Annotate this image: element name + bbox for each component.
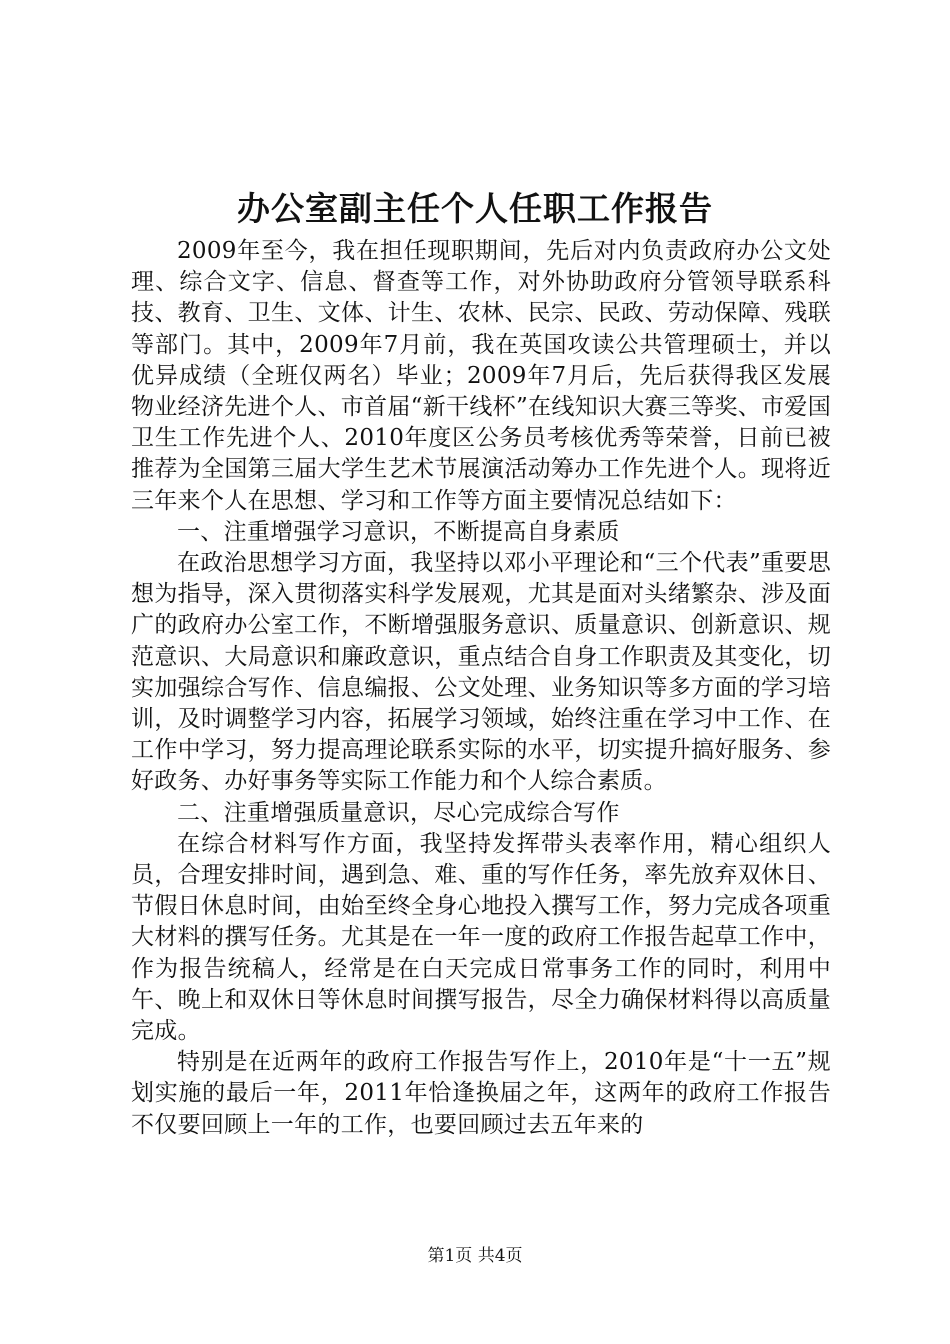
- section-2-paragraph-2: 特别是在近两年的政府工作报告写作上，2010年是“十一五”规划实施的最后一年，2011年恰逢换届之年，这两年的政府工作报告不仅要回顾上一年的工作，也要回顾过去五年来的: [131, 1049, 831, 1138]
- section-2-paragraph-1: 在综合材料写作方面，我坚持发挥带头表率作用，精心组织人员，合理安排时间，遇到急、难、重的写作任务，率先放弃双休日、节假日休息时间，由始至终全身心地投入撰写工作，努力完成各项重大材料的撰写任务。尤其是在一年一度的政府工作报告起草工作中，作为报告统稿人，经常是在白天完成日常事务工作的同时，利用中午、晚上和双休日等休息时间撰写报告，尽全力确保材料得以高质量完成。: [131, 830, 831, 1045]
- page-number-footer: 第1页 共4页: [427, 1246, 523, 1266]
- section-heading-2: 二、注重增强质量意识，尽心完成综合写作: [177, 799, 620, 826]
- section-1-paragraph: 在政治思想学习方面，我坚持以邓小平理论和“三个代表”重要思想为指导，深入贯彻落实科学发展观，尤其是面对头绪繁杂、涉及面广的政府办公室工作，不断增强服务意识、质量意识、创新意识、规范意识、大局意识和廉政意识，重点结合自身工作职责及其变化，切实加强综合写作、信息编报、公文处理、业务知识等多方面的学习培训，及时调整学习内容，拓展学习领域，始终注重在学习中工作、在工作中学习，努力提高理论联系实际的水平，切实提升搞好服务、参好政务、办好事务等实际工作能力和个人综合素质。: [131, 550, 831, 795]
- document-body: [131, 236, 831, 1141]
- section-heading-1: 一、注重增强学习意识，不断提高自身素质: [177, 518, 620, 545]
- document-title: 办公室副主任个人任职工作报告: [237, 189, 713, 228]
- intro-paragraph: 2009年至今，我在担任现职期间，先后对内负责政府办公文处理、综合文字、信息、督查等工作，对外协助政府分管领导联系科技、教育、卫生、文体、计生、农林、民宗、民政、劳动保障、残联等部门。其中，2009年7月前，我在英国攻读公共管理硕士，并以优异成绩（全班仅两名）毕业；2009年7月后，先后获得我区发展物业经济先进个人、市首届“新干线杯”在线知识大赛三等奖、市爱国卫生工作先进个人、2010年度区公务员考核优秀等荣誉，日前已被推荐为全国第三届大学生艺术节展演活动筹办工作先进个人。现将近三年来个人在思想、学习和工作等方面主要情况总结如下：: [131, 238, 831, 514]
